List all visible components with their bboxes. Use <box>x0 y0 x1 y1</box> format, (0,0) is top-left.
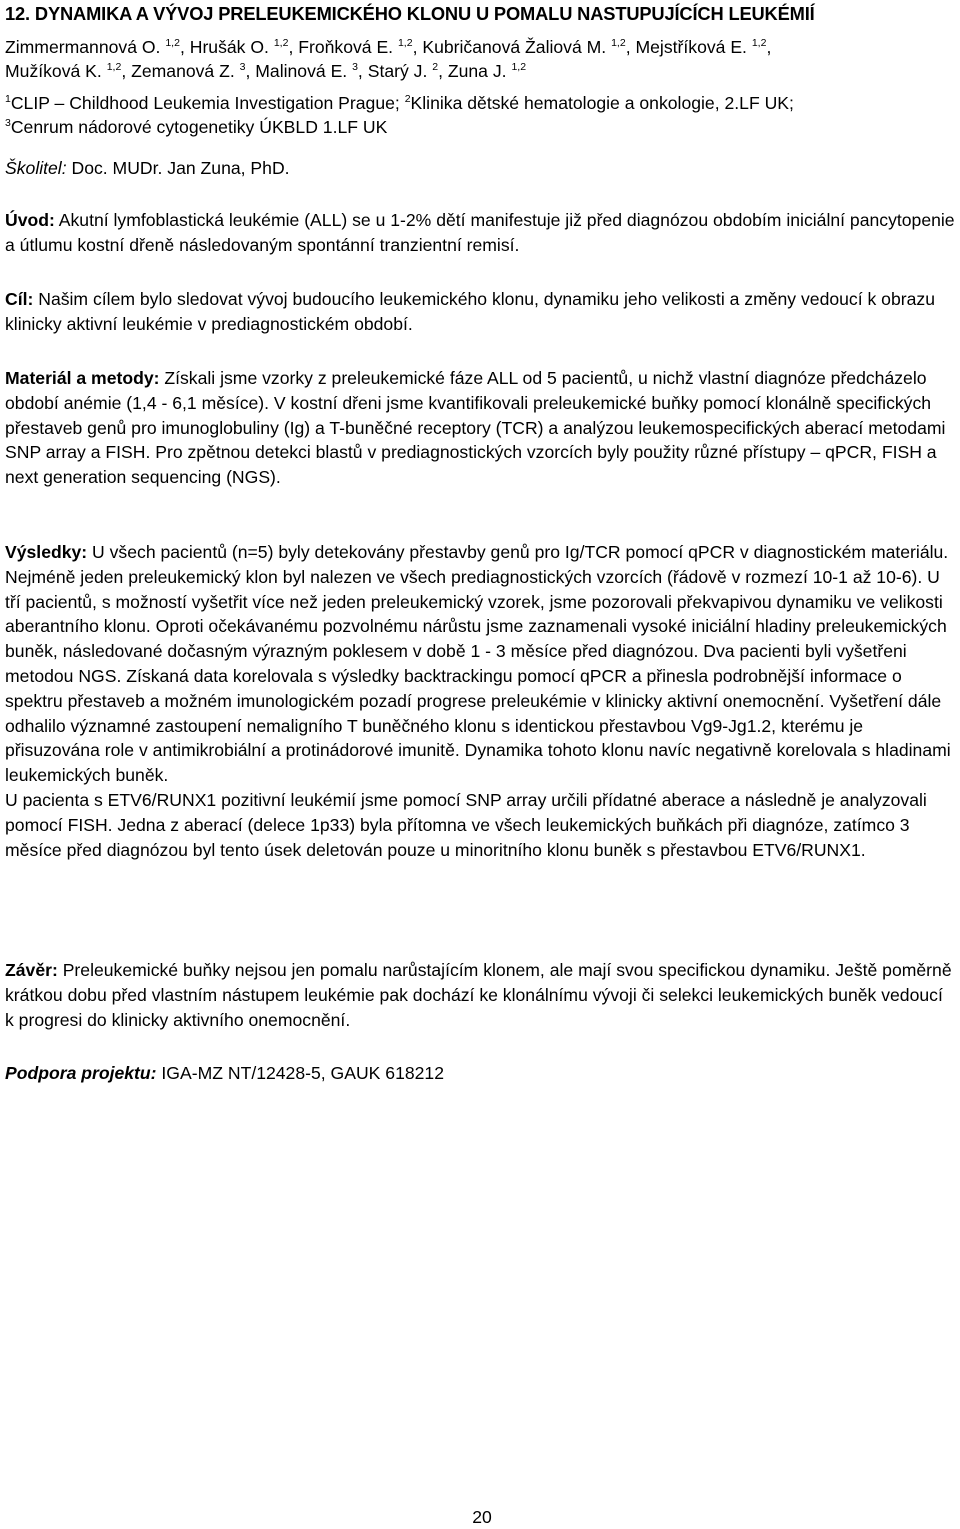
section-introduction <box>5 208 955 258</box>
page-number: 20 <box>472 1507 492 1527</box>
author: Starý J. $^2$, <box>367 61 448 81</box>
supervisor-line <box>5 156 955 180</box>
author: Mužíková K. $^{1,2}$, <box>5 61 132 81</box>
section-label: Cíl: <box>5 289 34 309</box>
author: Malinová E. $^3$, <box>255 61 368 81</box>
author: Zimmermannová O. $^{1,2}$, <box>5 37 190 57</box>
section-text: Našim cílem bylo sledovat vývoj budoucího leukemického klonu, dynamiku jeho velikosti a změny vedoucí k obrazu klinicky aktivní leukémie v prediagnostickém období. <box>5 289 935 334</box>
supervisor-name: Doc. MUDr. Jan Zuna, PhD. <box>66 158 290 178</box>
section-aim <box>5 287 955 337</box>
section-text: U všech pacientů (n=5) byly detekovány přestavby genů pro Ig/TCR pomocí qPCR v diagnostickém materiálu. Nejméně jeden preleukemický klon byl nalezen ve všech prediagnostických vzorcích (řádově v rozmezí 10-1 až 10-6). U tří pacientů, s možností vyšetřit více než jeden preleukemický vzorek, jsme pozorovali překvapivou dynamiku ve velikosti aberantního klonu. Oproti očekávanému pozvolnému nárůstu jsme zaznamenali vysoké iniciální hladiny preleukemických buněk, následované dočasným výrazným poklesem v době 1 - 3 měsíce před diagnózou. Dva pacienti byli vyšetřeni metodou NGS. Získaná data korelovala s výsledky backtrackingu pomocí qPCR a přinesla podrobnější informace o spektru přestaveb a možném imunologickém pozadí progrese preleukémie v klinicky aktivní onemocnění. Vyšetření dále odhalilo významné zastoupení nemaligního T buněčného klonu s identickou přestavbou Vg9-Jg1.2, kterému je přisuzována role v antimikrobiální a protinádorové imunitě. Dynamika tohoto klonu navíc negativně korelovala s hladinami leukemických buněk. <box>5 542 951 786</box>
section-label: Výsledky: <box>5 542 88 562</box>
author: Hrušák O. $^{1,2}$, <box>189 37 299 57</box>
section-text-continued: U pacienta s ETV6/RUNX1 pozitivní leukémií jsme pomocí SNP array určili přídatné aberace a následně je analyzovali pomocí FISH. Jedna z aberací (delece 1p33) byla přítomna ve všech leukemických buňkách při diagnóze, zatímco 3 měsíce před diagnózou byl tento úsek deletován pouze u minoritního klonu buněk s přestavbou ETV6/RUNX1. <box>5 789 927 860</box>
section-label: Materiál a metody: <box>5 368 160 388</box>
section-label: Závěr: <box>5 960 58 980</box>
author: Zuna J. $^{1,2}$ <box>447 61 527 81</box>
affiliation: $^1$CLIP – Childhood Leukemia Investigation Prague; <box>5 93 405 113</box>
affiliations <box>5 91 955 139</box>
section-text: IGA-MZ NT/12428-5, GAUK 618212 <box>156 1063 445 1083</box>
affiliation: $^3$Cenrum nádorové cytogenetiky ÚKBLD 1.LF UK <box>5 117 388 137</box>
section-funding <box>5 1061 955 1086</box>
author: Froňková E. $^{1,2}$, <box>298 37 423 57</box>
author: Zemanová Z. $^3$, <box>131 61 256 81</box>
section-text: Preleukemické buňky nejsou jen pomalu narůstajícím klonem, ale mají svou specifickou dynamiku. Ještě poměrně krátkou dobu před vlastním nástupem leukémie pak dochází ke klonálnímu vývoji či selekci leukemických buněk vedoucí k progresi do klinicky aktivního onemocnění. <box>5 960 952 1030</box>
affiliation: $^2$Klinika dětské hematologie a onkologie, 2.LF UK; <box>404 93 794 113</box>
author-list <box>5 35 955 83</box>
author: Mejstříková E. $^{1,2}$, <box>635 37 772 57</box>
section-text: Získali jsme vzorky z preleukemické fáze ALL od 5 pacientů, u nichž vlastní diagnóze předcházelo období anémie (1,4 - 6,1 měsíce). V kostní dřeni jsme kvantifikovali preleukemické buňky pomocí klonálně specifických přestaveb genů pro imunoglobuliny (Ig) a T-buněčné receptory (TCR) a analýzou leukemospecifických aberací metodami SNP array a FISH. Pro zpětnou detekci blastů v prediagnostických vzorcích byly použity různé přístupy – qPCR, FISH a next generation sequencing (NGS). <box>5 368 946 488</box>
section-label: Podpora projektu: <box>5 1063 157 1083</box>
section-conclusion <box>5 958 955 1032</box>
supervisor-label: Školitel: <box>5 158 67 178</box>
section-label: Úvod: <box>5 210 55 230</box>
section-results <box>5 540 955 862</box>
author: Kubričanová Žaliová M. $^{1,2}$, <box>422 37 636 57</box>
document-title: 12. DYNAMIKA A VÝVOJ PRELEUKEMICKÉHO KLONU U POMALU NASTUPUJÍCÍCH LEUKÉMIÍ <box>5 3 815 24</box>
section-text: Akutní lymfoblastická leukémie (ALL) se u 1-2% dětí manifestuje již před diagnózou obdobím iniciální pancytopenie a útlumu kostní dřeně následovaným spontánní tranzientní remisí. <box>5 210 955 255</box>
section-methods <box>5 366 955 490</box>
